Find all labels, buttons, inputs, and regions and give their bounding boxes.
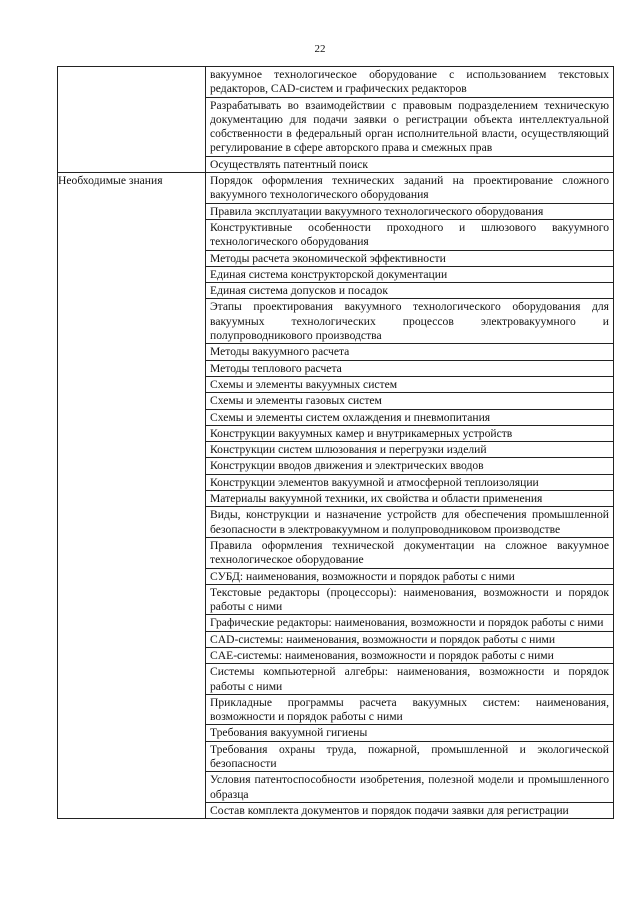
- list-item: Материалы вакуумной техники, их свойства и области применения: [206, 491, 613, 507]
- list-item: Этапы проектирования вакуумного технологического оборудования для вакуумных технологических процессов электровакуумного и полупроводникового производства: [206, 299, 613, 344]
- row-label-cell: [58, 173, 206, 819]
- list-item: СУБД: наименования, возможности и порядок работы с ними: [206, 569, 613, 585]
- list-item: Разрабатывать во взаимодействии с правовым подразделением техническую документацию для подачи заявки о регистрации объекта интеллектуальной собственности в федеральный орган исполнительной власти, осуществляющий регулирование в сфере авторского права и смежных прав: [206, 98, 613, 157]
- list-item: Схемы и элементы газовых систем: [206, 393, 613, 409]
- table-body: [58, 67, 614, 819]
- list-item: Методы расчета экономической эффективности: [206, 251, 613, 267]
- list-item: Системы компьютерной алгебры: наименования, возможности и порядок работы с ними: [206, 664, 613, 695]
- list-item: Текстовые редакторы (процессоры): наименования, возможности и порядок работы с ними: [206, 585, 613, 616]
- row-label-cell: [58, 67, 206, 173]
- row-label: Необходимые знания: [58, 174, 163, 188]
- list-item: CAE-системы: наименования, возможности и порядок работы с ними: [206, 648, 613, 664]
- list-item: Правила оформления технической документации на сложное вакуумное технологическое оборудование: [206, 538, 613, 569]
- list-item: Требования вакуумной гигиены: [206, 725, 613, 741]
- table-row: [58, 173, 614, 819]
- row-label: [58, 67, 205, 68]
- list-item: Графические редакторы: наименования, возможности и порядок работы с ними: [206, 615, 613, 631]
- page-number: 22: [314, 43, 326, 55]
- list-item: Схемы и элементы систем охлаждения и пневмопитания: [206, 410, 613, 426]
- table-row: [58, 67, 614, 173]
- competency-table: [57, 66, 614, 819]
- row-content-cell: [206, 173, 614, 819]
- list-item: Конструктивные особенности проходного и шлюзового вакуумного технологического оборудования: [206, 220, 613, 251]
- list-item: Единая система конструкторской документации: [206, 267, 613, 283]
- list-item: Единая система допусков и посадок: [206, 283, 613, 299]
- list-item: CAD-системы: наименования, возможности и порядок работы с ними: [206, 632, 613, 648]
- list-item: Методы теплового расчета: [206, 361, 613, 377]
- list-item: Схемы и элементы вакуумных систем: [206, 377, 613, 393]
- list-item: Конструкции вакуумных камер и внутрикамерных устройств: [206, 426, 613, 442]
- list-item: вакуумное технологическое оборудование с использованием текстовых редакторов, CAD-систем и графических редакторов: [206, 67, 613, 98]
- list-item: Правила эксплуатации вакуумного технологического оборудования: [206, 204, 613, 220]
- list-item: Прикладные программы расчета вакуумных систем: наименования, возможности и порядок работы с ними: [206, 695, 613, 726]
- list-item: Конструкции элементов вакуумной и атмосферной теплоизоляции: [206, 475, 613, 491]
- list-item: Конструкции систем шлюзования и перегрузки изделий: [206, 442, 613, 458]
- list-item: Осуществлять патентный поиск: [210, 157, 369, 171]
- list-item: Состав комплекта документов и порядок подачи заявки для регистрации: [210, 803, 569, 817]
- list-item: Порядок оформления технических заданий на проектирование сложного вакуумного технологического оборудования: [206, 173, 613, 204]
- list-item: Требования охраны труда, пожарной, промышленной и экологической безопасности: [206, 742, 613, 773]
- list-item: Условия патентоспособности изобретения, полезной модели и промышленного образца: [206, 772, 613, 803]
- list-item: Методы вакуумного расчета: [206, 344, 613, 360]
- row-content-cell: [206, 67, 614, 173]
- list-item: Виды, конструкции и назначение устройств для обеспечения промышленной безопасности в электровакуумном и полупроводниковом производстве: [206, 507, 613, 538]
- list-item: Конструкции вводов движения и электрических вводов: [206, 458, 613, 474]
